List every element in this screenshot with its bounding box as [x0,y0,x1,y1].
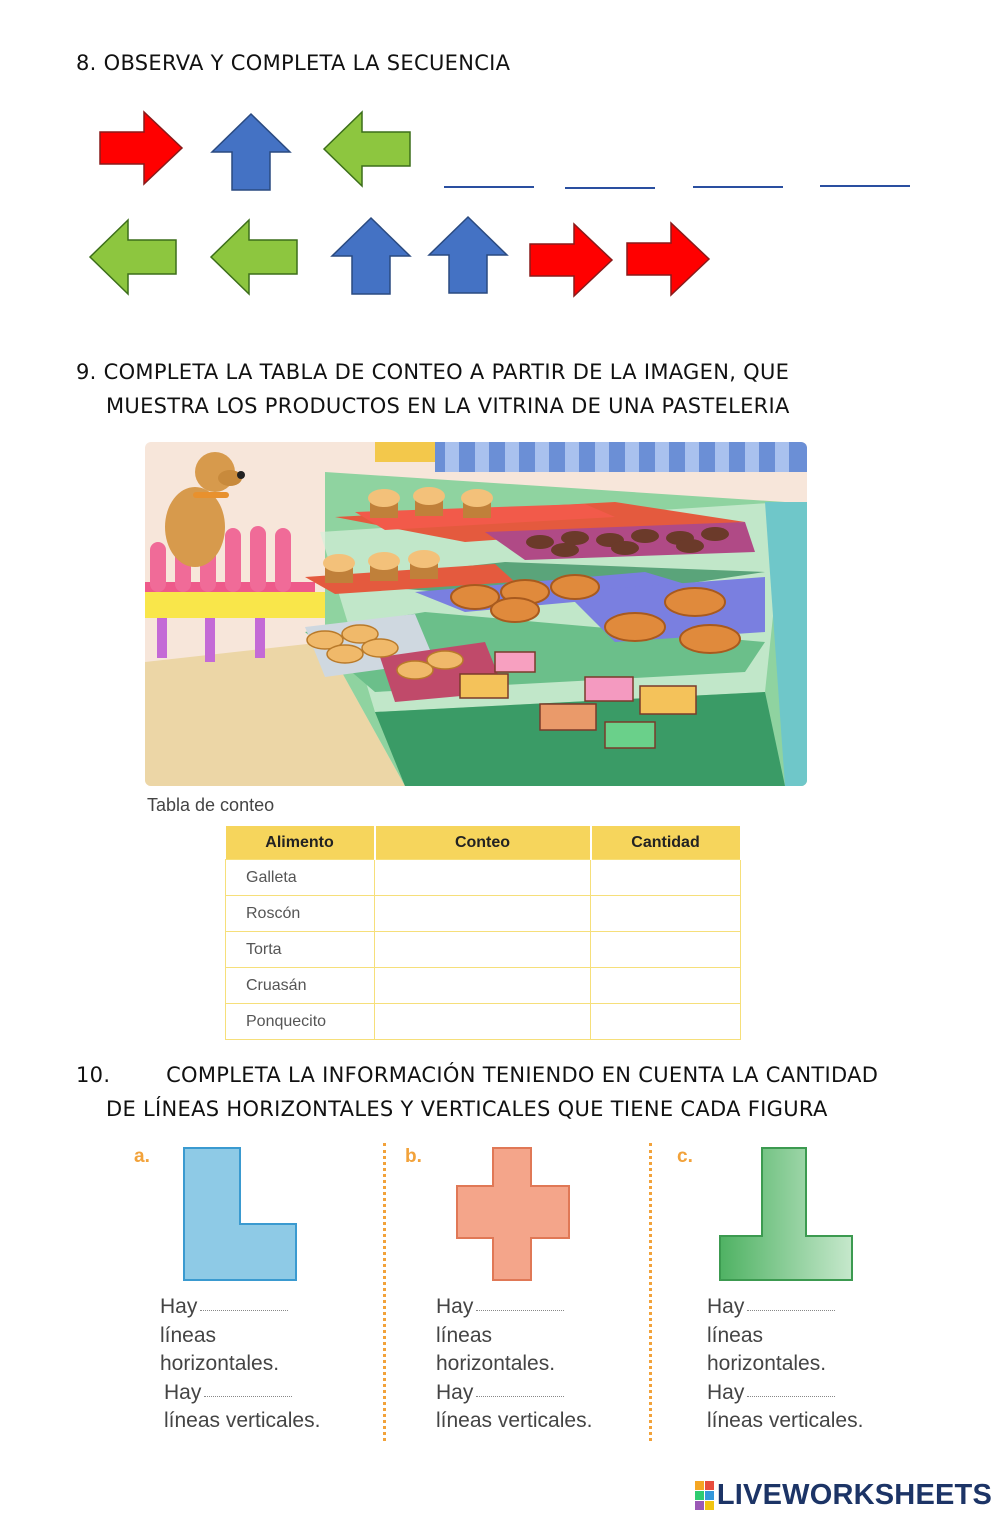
quantity-cell[interactable] [591,860,741,896]
liveworksheets-logo [695,1479,992,1512]
hay-text: Hay [707,1380,745,1404]
quantity-cell[interactable] [591,1004,741,1040]
answer-dots[interactable] [200,1310,288,1311]
q8-title: 8. OBSERVA Y COMPLETA LA SECUENCIA [76,51,511,75]
figure-b-text [436,1293,592,1436]
figure-a-label: a. [134,1146,150,1167]
up-arrow-icon [210,112,292,192]
header-count: Conteo [375,826,591,860]
hay-text: Hay [436,1380,474,1404]
lineas-verticales-text: líneas verticales. [164,1409,321,1432]
hay-text: Hay [707,1295,745,1318]
up-arrow-icon[interactable] [330,216,412,296]
answer-dots[interactable] [747,1396,835,1397]
divider [649,1143,652,1441]
figure-b-label: b. [405,1146,422,1167]
horizontales-text: horizontales. [436,1352,556,1375]
food-name: Cruasán [226,968,375,1004]
up-arrow-icon[interactable] [427,215,509,295]
figure-c-label: c. [677,1146,693,1167]
q10-title-line1: 10. COMPLETA LA INFORMACIÓN TENIENDO EN CUENTA LA CANTIDAD [76,1063,879,1087]
horizontales-text: horizontales. [707,1352,827,1375]
hay-text: Hay [160,1295,198,1318]
divider [383,1143,386,1441]
figure-a-text [160,1293,320,1436]
answer-dots[interactable] [204,1396,292,1397]
right-arrow-icon[interactable] [625,221,711,297]
table-row [226,1004,741,1040]
count-cell[interactable] [375,968,591,1004]
left-arrow-icon[interactable] [209,218,299,296]
food-name: Galleta [226,860,375,896]
lineas-verticales-text: líneas verticales. [436,1409,593,1432]
right-arrow-icon [98,110,184,186]
answer-blank-2[interactable] [565,187,655,189]
lineas-verticales-text: líneas verticales. [707,1409,864,1432]
answer-dots[interactable] [476,1396,564,1397]
brand-name: LIVEWORKSHEETS [716,1479,992,1511]
count-cell[interactable] [375,896,591,932]
table-row [226,932,741,968]
l-shape-figure [182,1146,298,1282]
bakery-showcase-illustration [145,442,807,786]
quantity-cell[interactable] [591,896,741,932]
table-row [226,968,741,1004]
q10-title-line2: DE LÍNEAS HORIZONTALES Y VERTICALES QUE TIENE CADA FIGURA [106,1097,828,1121]
left-arrow-icon [322,110,412,188]
quantity-cell[interactable] [591,932,741,968]
answer-blank-1[interactable] [444,186,534,188]
count-cell[interactable] [375,860,591,896]
hay-text: Hay [436,1295,474,1318]
answer-dots[interactable] [476,1310,564,1311]
food-name: Ponquecito [226,1004,375,1040]
answer-blank-3[interactable] [693,186,783,188]
lineas-text: líneas [436,1323,493,1347]
answer-blank-4[interactable] [820,185,910,187]
food-name: Roscón [226,896,375,932]
logo-mark-icon [695,1481,714,1510]
table-row [226,896,741,932]
horizontales-text: horizontales. [160,1352,280,1375]
q9-title-line1: 9. COMPLETA LA TABLA DE CONTEO A PARTIR DE LA IMAGEN, QUE [76,360,790,384]
lineas-text: líneas [707,1323,764,1347]
table-row [226,860,741,896]
quantity-cell[interactable] [591,968,741,1004]
food-name: Torta [226,932,375,968]
figure-c-text [707,1293,863,1436]
count-cell[interactable] [375,1004,591,1040]
hay-text: Hay [164,1380,202,1404]
lineas-text: líneas [160,1323,217,1347]
header-food: Alimento [226,826,375,860]
left-arrow-icon[interactable] [88,218,178,296]
cross-figure [455,1146,571,1282]
inverted-t-figure [718,1146,854,1282]
header-quantity: Cantidad [591,826,741,860]
right-arrow-icon[interactable] [528,222,614,298]
answer-dots[interactable] [747,1310,835,1311]
count-cell[interactable] [375,932,591,968]
tally-table-caption: Tabla de conteo [147,795,275,815]
q9-title-line2: MUESTRA LOS PRODUCTOS EN LA VITRINA DE UNA PASTELERIA [106,394,790,418]
tally-table [225,826,742,1040]
